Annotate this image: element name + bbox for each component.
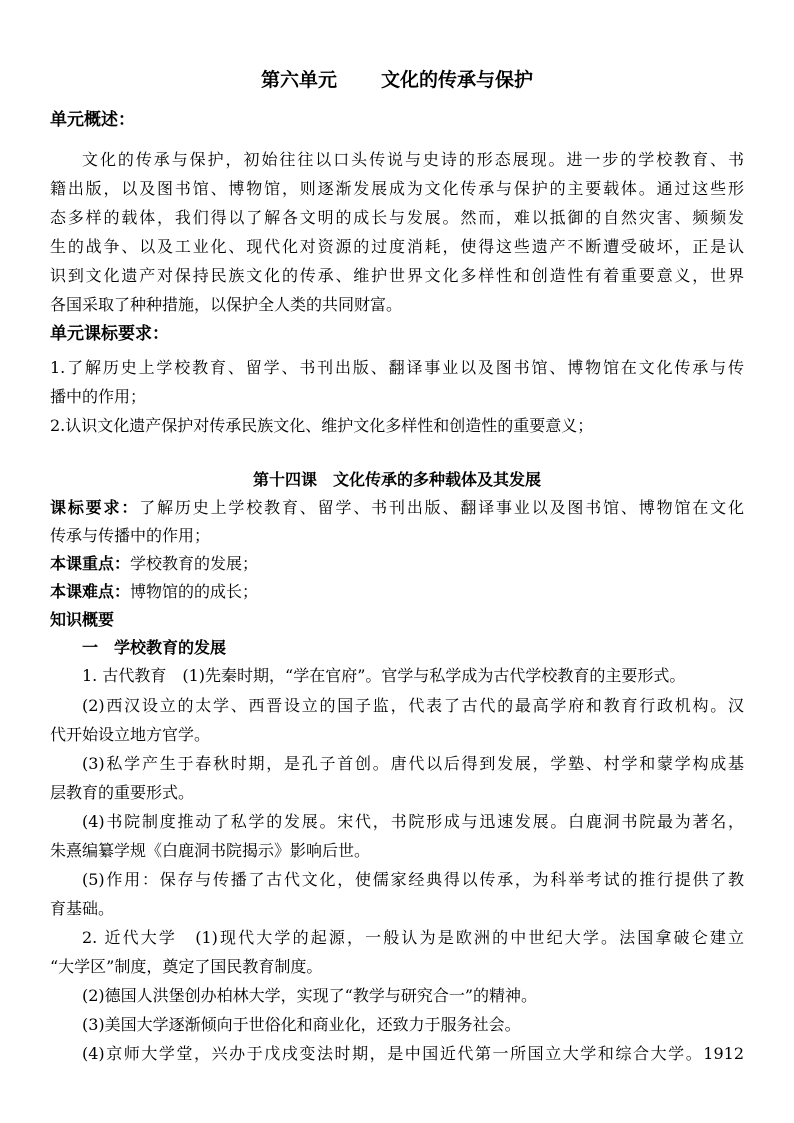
overview-line: 识到文化遗产对保持民族文化的传承、维护世界文化多样性和创造性有着重要意义，世界 [50, 266, 744, 285]
unit-name: 文化的传承与保护 [381, 69, 534, 91]
overview-line: 籍出版，以及图书馆、博物馆，则逐渐发展成为文化传承与保护的主要载体。通过这些形 [50, 179, 744, 198]
requirement-label: 课标要求： [50, 498, 140, 517]
overview-line: 态多样的载体，我们得以了解各文明的成长与发展。然而，难以抵御的自然灾害、频频发 [50, 208, 744, 227]
standards-line: 2.认识文化遗产保护对传承民族文化、维护文化多样性和创造性的重要意义； [50, 416, 594, 435]
body-line: 代开始设立地方官学。 [50, 725, 211, 744]
lesson-difficulty [50, 578, 744, 606]
body-line: (2)西汉设立的太学、西晋设立的国子监，代表了古代的最高学府和教育行政机构。汉 [82, 696, 744, 715]
body-line: 层教育的重要形式。 [50, 783, 195, 802]
standards-line: 1.了解历史上学校教育、留学、书刊出版、翻译事业以及图书馆、博物馆在文化传承与传 [50, 358, 744, 377]
lesson-title: 第十四课 文化传承的多种载体及其发展 [252, 470, 541, 489]
body-line: 2. 近代大学 (1)现代大学的起源，一般认为是欧洲的中世纪大学。法国拿破仑建立 [82, 928, 744, 947]
body-line: 1. 古代教育 (1)先秦时期，“学在官府”。官学与私学成为古代学校教育的主要形式。 [82, 666, 686, 685]
overview-heading: 单元概述： [50, 110, 135, 130]
unit-number: 第六单元 [260, 69, 337, 91]
overview-line: 生的战争、以及工业化、现代化对资源的过度消耗，使得这些遗产不断遭受破坏，正是认 [50, 237, 744, 256]
standards-heading: 单元课标要求： [50, 324, 169, 344]
body-line: 朱熹编纂学规《白鹿洞书院揭示》影响后世。 [50, 841, 371, 860]
overview-line: 各国采取了种种措施，以保护全人类的共同财富。 [50, 295, 403, 314]
body-line: (2)德国人洪堡创办柏林大学，实现了“教学与研究合一”的精神。 [82, 986, 538, 1005]
difficulty-label: 本课难点： [50, 582, 131, 601]
lesson-requirement-cont: 传承与传播中的作用； [50, 526, 211, 545]
body-line: “大学区”制度，奠定了国民教育制度。 [50, 957, 323, 976]
focus-text: 学校教育的发展； [130, 554, 259, 573]
requirement-text: 了解历史上学校教育、留学、书刊出版、翻译事业以及图书馆、博物馆在文化 [139, 498, 744, 517]
body-line: 育基础。 [50, 899, 115, 918]
body-line: (5)作用：保存与传播了古代文化，使儒家经典得以传承，为科举考试的推行提供了教 [82, 870, 744, 889]
body-line: (4)京师大学堂，兴办于戊戌变法时期，是中国近代第一所国立大学和综合大学。1912 [82, 1044, 744, 1063]
body-line: (3)美国大学逐渐倾向于世俗化和商业化，还致力于服务社会。 [82, 1015, 521, 1034]
unit-title [0, 66, 794, 94]
focus-label: 本课重点： [50, 554, 131, 573]
section-heading: 一 学校教育的发展 [82, 638, 227, 657]
standards-line: 播中的作用； [50, 387, 147, 406]
overview-line: 文化的传承与保护，初始往往以口头传说与史诗的形态展现。进一步的学校教育、书 [82, 150, 744, 169]
body-line: (3)私学产生于春秋时期，是孔子首创。唐代以后得到发展，学塾、村学和蒙学构成基 [82, 754, 744, 773]
body-line: (4)书院制度推动了私学的发展。宋代，书院形成与迅速发展。白鹿洞书院最为著名， [82, 812, 744, 831]
lesson-focus [50, 550, 744, 578]
lesson-requirement [50, 494, 744, 522]
difficulty-text: 博物馆的的成长； [130, 582, 259, 601]
summary-heading: 知识概要 [50, 610, 115, 629]
